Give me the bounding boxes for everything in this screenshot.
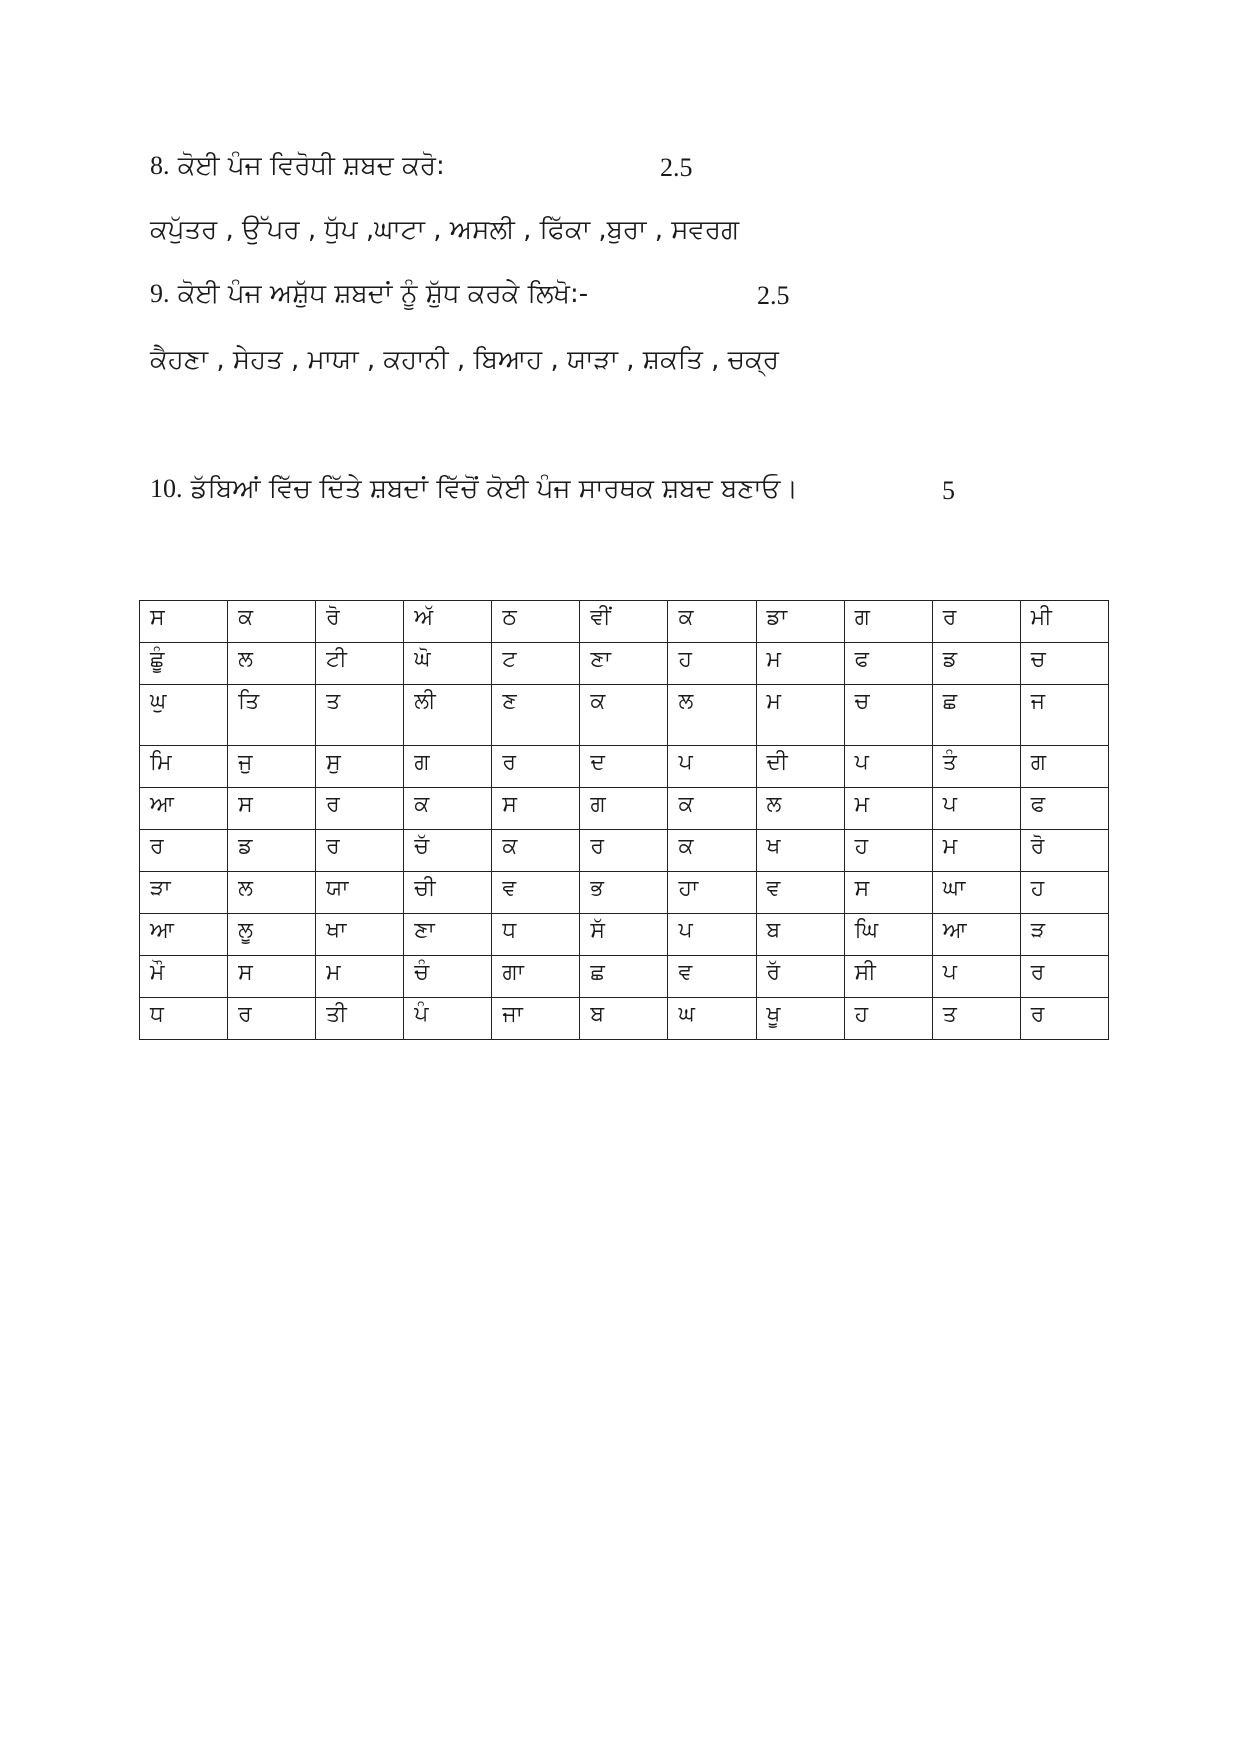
q10-prompt: ਡੱਬਿਆਂ ਵਿੱਚ ਦਿੱਤੇ ਸ਼ਬਦਾਂ ਵਿੱਚੋਂ ਕੋਈ ਪੰਜ ਸਾਰਥਕ ਸ਼ਬਦ ਬਣਾਓ। — [190, 474, 798, 504]
grid-cell: ਭ — [580, 872, 668, 914]
q8-prompt: ਕੋਈ ਪੰਜ ਵਿਰੋਧੀ ਸ਼ਬਦ ਕਰੋ: — [177, 151, 445, 181]
grid-cell: ਮ — [756, 685, 844, 746]
grid-cell: ਲ — [228, 872, 316, 914]
grid-cell: ਫ — [1020, 788, 1108, 830]
letter-grid — [139, 600, 1109, 1040]
grid-cell: ਮ — [756, 643, 844, 685]
q9-number: 9. — [150, 279, 170, 308]
grid-cell: ਲੀ — [404, 685, 492, 746]
q8-marks: 2.5 — [660, 153, 693, 182]
grid-cell: ਮਿ — [140, 746, 228, 788]
grid-cell: ਘ — [668, 998, 756, 1040]
grid-cell: ਕ — [668, 601, 756, 643]
grid-cell: ਰ — [932, 601, 1020, 643]
grid-cell: ਘੁ — [140, 685, 228, 746]
grid-cell: ਘਿ — [844, 914, 932, 956]
grid-cell: ਚ — [844, 685, 932, 746]
grid-cell: ਬ — [580, 998, 668, 1040]
q9-marks: 2.5 — [757, 281, 790, 310]
grid-cell: ਦੀ — [756, 746, 844, 788]
grid-cell: ਕ — [580, 685, 668, 746]
grid-cell: ਤ — [932, 998, 1020, 1040]
grid-cell: ਠ — [492, 601, 580, 643]
grid-cell: ਸ — [228, 956, 316, 998]
grid-cell: ੜ — [1020, 914, 1108, 956]
grid-cell: ਜਾ — [492, 998, 580, 1040]
grid-cell: ਛ — [580, 956, 668, 998]
grid-cell: ਵੀਂ — [580, 601, 668, 643]
grid-cell: ਰ — [140, 830, 228, 872]
grid-cell: ਟ — [492, 643, 580, 685]
grid-cell: ੜਾ — [140, 872, 228, 914]
grid-cell: ਖ — [756, 830, 844, 872]
grid-row — [140, 830, 1109, 872]
grid-cell: ਟੀ — [316, 643, 404, 685]
q8-number: 8. — [150, 151, 170, 180]
grid-cell: ਤ — [316, 685, 404, 746]
grid-cell: ਪੰ — [404, 998, 492, 1040]
grid-cell: ਅੱ — [404, 601, 492, 643]
grid-cell: ਰੋ — [1020, 830, 1108, 872]
grid-cell: ਜੁ — [228, 746, 316, 788]
grid-cell: ਵ — [492, 872, 580, 914]
grid-cell: ਰੋ — [316, 601, 404, 643]
grid-cell: ਧ — [140, 998, 228, 1040]
grid-row — [140, 998, 1109, 1040]
grid-row — [140, 643, 1109, 685]
grid-cell: ਗਾ — [492, 956, 580, 998]
grid-cell: ਖਾ — [316, 914, 404, 956]
grid-cell: ਡ — [228, 830, 316, 872]
grid-cell: ਪ — [668, 746, 756, 788]
grid-cell: ਮੀ — [1020, 601, 1108, 643]
grid-cell: ਸੁ — [316, 746, 404, 788]
grid-cell: ਹ — [844, 998, 932, 1040]
grid-row — [140, 872, 1109, 914]
grid-cell: ਚੀ — [404, 872, 492, 914]
grid-cell: ਜ — [1020, 685, 1108, 746]
grid-cell: ਪ — [932, 788, 1020, 830]
grid-cell: ਕ — [404, 788, 492, 830]
grid-row — [140, 914, 1109, 956]
grid-cell: ਪ — [932, 956, 1020, 998]
q9-heading — [150, 281, 588, 307]
grid-cell: ਆ — [140, 914, 228, 956]
grid-cell: ਗ — [580, 788, 668, 830]
q9-prompt: ਕੋਈ ਪੰਜ ਅਸ਼ੁੱਧ ਸ਼ਬਦਾਂ ਨੂੰ ਸ਼ੁੱਧ ਕਰਕੇ ਲਿਖੋ:- — [177, 279, 589, 309]
grid-cell: ਡਾ — [756, 601, 844, 643]
grid-cell: ਤੀ — [316, 998, 404, 1040]
grid-cell: ਪ — [668, 914, 756, 956]
grid-cell: ਕ — [668, 830, 756, 872]
grid-cell: ਆ — [140, 788, 228, 830]
grid-cell: ਲ — [228, 643, 316, 685]
grid-cell: ਚੱ — [404, 830, 492, 872]
grid-cell: ਸ — [492, 788, 580, 830]
grid-cell: ਤੰ — [932, 746, 1020, 788]
grid-cell: ਘਾ — [932, 872, 1020, 914]
grid-cell: ਲ — [668, 685, 756, 746]
q8-words: ਕਪੁੱਤਰ , ਉੱਪਰ , ਧੁੱਪ ,ਘਾਟਾ , ਅਸਲੀ , ਫਿੱਕਾ ,ਬੁਰਾ , ਸਵਰਗ — [150, 215, 740, 245]
grid-cell: ਗ — [1020, 746, 1108, 788]
grid-cell: ਮ — [844, 788, 932, 830]
grid-cell: ਹ — [844, 830, 932, 872]
grid-cell: ਣਾ — [404, 914, 492, 956]
grid-cell: ਹ — [1020, 872, 1108, 914]
grid-row — [140, 746, 1109, 788]
grid-cell: ਧ — [492, 914, 580, 956]
grid-cell: ਹਾ — [668, 872, 756, 914]
q9-words: ਕੈਹਣਾ , ਸੇਹਤ , ਮਾਯਾ , ਕਹਾਨੀ , ਬਿਆਹ , ਯਾੜਾ , ਸ਼ਕਤਿ , ਚਕ੍ਰ — [150, 345, 780, 375]
grid-cell: ਮੌ — [140, 956, 228, 998]
grid-cell: ਚ — [1020, 643, 1108, 685]
grid-cell: ਖੂ — [756, 998, 844, 1040]
grid-cell: ਫ — [844, 643, 932, 685]
grid-cell: ਡ — [932, 643, 1020, 685]
grid-cell: ਘੋ — [404, 643, 492, 685]
grid-cell: ਸੀ — [844, 956, 932, 998]
grid-cell: ਦ — [580, 746, 668, 788]
grid-cell: ਤਿ — [228, 685, 316, 746]
grid-cell: ਯਾ — [316, 872, 404, 914]
grid-cell: ਲੂ — [228, 914, 316, 956]
grid-cell: ਹ — [668, 643, 756, 685]
grid-cell: ਣ — [492, 685, 580, 746]
grid-cell: ਰ — [316, 788, 404, 830]
grid-row — [140, 956, 1109, 998]
grid-cell: ਛੂੰ — [140, 643, 228, 685]
grid-cell: ਲ — [756, 788, 844, 830]
q8-heading — [150, 153, 445, 179]
grid-cell: ਵ — [668, 956, 756, 998]
q10-heading — [150, 476, 798, 502]
q10-marks: 5 — [942, 476, 955, 505]
grid-cell: ਚੰ — [404, 956, 492, 998]
grid-row — [140, 601, 1109, 643]
grid-cell: ਸ — [228, 788, 316, 830]
grid-cell: ਰ — [1020, 956, 1108, 998]
grid-cell: ਕ — [668, 788, 756, 830]
grid-cell: ਸੱ — [580, 914, 668, 956]
grid-cell: ਕ — [228, 601, 316, 643]
grid-cell: ਰੱ — [756, 956, 844, 998]
grid-cell: ਰ — [1020, 998, 1108, 1040]
grid-cell: ਸ — [844, 872, 932, 914]
grid-cell: ਗ — [404, 746, 492, 788]
grid-cell: ਰ — [316, 830, 404, 872]
grid-cell: ਕ — [492, 830, 580, 872]
grid-cell: ਮ — [932, 830, 1020, 872]
grid-cell: ਬ — [756, 914, 844, 956]
grid-cell: ਵ — [756, 872, 844, 914]
grid-row — [140, 788, 1109, 830]
grid-cell: ਆ — [932, 914, 1020, 956]
q10-number: 10. — [150, 474, 183, 503]
grid-cell: ਰ — [492, 746, 580, 788]
grid-cell: ਮ — [316, 956, 404, 998]
grid-cell: ਰ — [228, 998, 316, 1040]
grid-cell: ਗ — [844, 601, 932, 643]
grid-cell: ਪ — [844, 746, 932, 788]
grid-cell: ਛ — [932, 685, 1020, 746]
grid-cell: ਣਾ — [580, 643, 668, 685]
grid-row — [140, 685, 1109, 746]
grid-cell: ਸ — [140, 601, 228, 643]
grid-cell: ਰ — [580, 830, 668, 872]
